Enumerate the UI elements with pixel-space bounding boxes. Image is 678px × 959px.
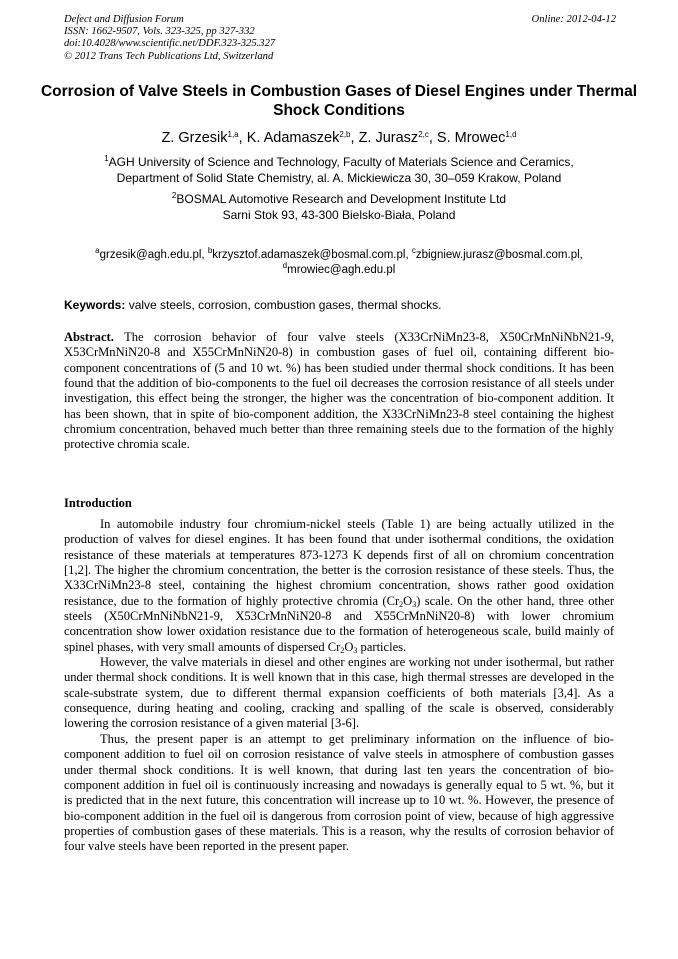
abstract-text: The corrosion behavior of four valve steels (X33CrNiMn23-8, X50CrMnNiNbN21-9, X53CrMnNiN20-8 and X55CrMnNiN20-8) in combustion gases of fuel oil, containing different bio-component concentrations of (5 and 10 wt. %) has been studied under thermal shock conditions. It has been found that the addition of bio-components to the fuel oil decreases the corrosion resistance of all steels under investigation, this effect being the stronger, the higher was the concentration of bio-component addition. It has been shown, that in spite of bio-component addition, the X33CrNiMn23-8 steel containing the highest chromium concentration, behaved much better than three remaining steels due to the formation of the highly protective chromia scale. (64, 330, 614, 452)
author-list: Z. Grzesik$^{1,a}$, K. Adamaszek$^{2,b}$, Z. Jurasz$^{2,c}$, S. Mrowec$^{1,d}$ (161, 130, 517, 146)
affiliation-2: $^2$BOSMAL Automotive Research and Development Institute Ltd Sarni Stok 93, 43-300 Bielsko-Biała, Poland (171, 191, 507, 222)
author: Z. Grzesik$^{1,a}$ (161, 130, 239, 146)
author: K. Adamaszek$^{2,b}$ (246, 130, 351, 146)
keywords-text: valve steels, corrosion, combustion gases, thermal shocks. (128, 298, 442, 312)
section-heading-introduction: Introduction (64, 496, 132, 510)
journal-name: Defect and Diffusion Forum (64, 14, 184, 25)
email-link[interactable]: $^d$mrowiec@agh.edu.pl (282, 261, 396, 276)
email-link[interactable]: $^a$grzesik@agh.edu.pl (95, 246, 202, 261)
paragraph: Thus, the present paper is an attempt to get preliminary information on the influence of bio-component addition to fuel oil on corrosion resistance of valve steels in atmosphere of combustion gasses under thermal shock conditions. It is well known, that during last ten years the concentration of bio-component addition in fuel oil is continuously increasing and nowadays is generally equal to 5 wt. %, but it is predicted that in the next future, this concentration will increase up to 10 wt. %. However, the presence of bio-component addition in the fuel oil is dangerous from corrosion point of view, because of high aggressive properties of combustion gases of these materials. This is a reason, why the results of corrosion behavior of four valve steels have been reported in the present paper. (64, 731, 614, 854)
email-link[interactable]: $^b$krzysztof.adamaszek@bosmal.com.pl (207, 246, 406, 261)
abstract-label: Abstract. (64, 330, 114, 344)
abstract (64, 330, 614, 453)
online-date: Online: 2012-04-12 (531, 14, 616, 25)
doi-line[interactable]: doi:10.4028/www.scientific.net/DDF.323-325.327 (64, 38, 276, 50)
issn-line: ISSN: 1662-9507, Vols. 323-325, pp 327-332 (64, 26, 255, 38)
paragraph: In automobile industry four chromium-nickel steels (Table 1) are being actually utilized in the production of valves for diesel engines. It has been found that under isothermal conditions, the oxidation resistance of these materials at temperatures 873-1273 K depends first of all on chromium concentration [1,2]. The higher the chromium concentration, the better is the corrosion resistance of these steels. Thus, the X33CrNiMn23-8 steel, containing the highest chromium concentration, shows rather good oxidation resistance, due to the formation of highly protective chromia $(Cr_2O_3)$ scale. On the other hand, three other steels (X50CrMnNiNbN21-9, X53CrMnNiN20-8 and X55CrMnNiN20-8) with lower chromium concentration show lower oxidation resistance due to the formation of heterogeneous scale, build mainly of spinel phases, with very small amounts of dispersed $Cr_2O_3$ particles. (64, 517, 615, 655)
affiliation-1: $^1$AGH University of Science and Technology, Faculty of Materials Science and Ceramics, Department of Solid State Chemistry, al. A. Mickiewicza 30, 30–059 Krakow, Poland (104, 154, 574, 185)
author: S. Mrowec$^{1,d}$ (436, 130, 517, 146)
journal-header (64, 14, 275, 63)
author: Z. Jurasz$^{2,c}$ (358, 130, 429, 146)
paper-title: Corrosion of Valve Steels in Combustion Gases of Diesel Engines under Thermal Shock Conditions (40, 83, 638, 119)
email-link[interactable]: $^c$zbigniew.jurasz@bosmal.com.pl (411, 246, 580, 261)
email-list: $^a$grzesik@agh.edu.pl, $^b$krzysztof.adamaszek@bosmal.com.pl, $^c$zbigniew.jurasz@bosmal.com.pl, $^d$mrowiec@agh.edu.pl (95, 246, 583, 276)
keywords (64, 298, 442, 312)
keywords-label: Keywords: (64, 298, 126, 312)
copyright-line: © 2012 Trans Tech Publications Ltd, Switzerland (64, 50, 274, 62)
paragraph: However, the valve materials in diesel and other engines are working not under isothermal, but rather under thermal shock conditions. It is well known that in this case, high thermal stresses are developed in the scale-substrate system, due to different thermal expansion coefficients of both materials [3,4]. As a consequence, during heating and cooling, cracking and spalling of the scale is observed, considerably lowering the corrosion resistance of a given material [3-6]. (64, 655, 614, 731)
introduction-body (64, 517, 614, 855)
